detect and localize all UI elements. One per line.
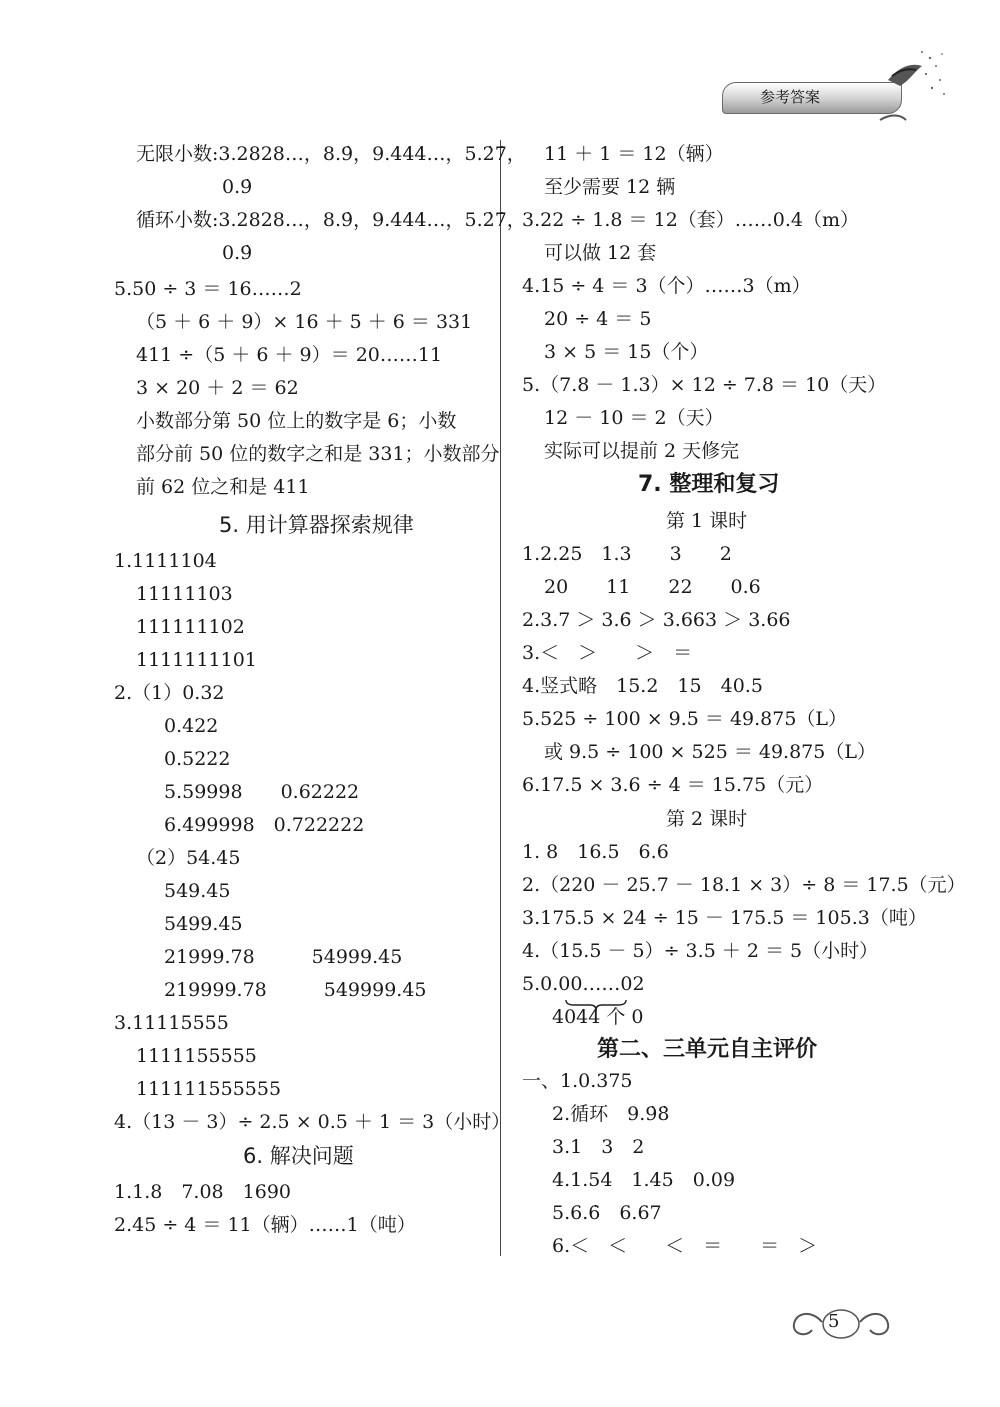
text-line: 549.45 — [164, 880, 231, 902]
text-line: 4044 个 0 — [552, 1006, 644, 1028]
text-line: 0.9̇ — [222, 176, 253, 198]
text-line: 或 9.5 ÷ 100 × 525 ＝ 49.875（L） — [544, 741, 876, 763]
text-line: 11 ＋ 1 ＝ 12（辆） — [544, 143, 724, 165]
text-line: 111111555555 — [136, 1078, 282, 1100]
text-line: 4.（15.5 － 5）÷ 3.5 ＋ 2 ＝ 5（小时） — [522, 940, 879, 962]
text-line: 11111103 — [136, 583, 233, 605]
text-line: 2.3.7 ＞ 3.6̇ ＞ 3.663 ＞ 3.66 — [522, 609, 791, 631]
text-line: 循环小数:3.2828…，8.9̇，9.444…，5.2̇7̇， — [136, 209, 526, 231]
text-line: 2.（1）0.32 — [114, 682, 225, 704]
text-line: 1.1111104 — [114, 550, 217, 572]
text-line: 1. 8 16.5 6.6 — [522, 841, 669, 863]
header-label: 参考答案 — [760, 88, 821, 106]
page-ornament-icon — [786, 1300, 896, 1344]
section-heading: 7. 整理和复习 — [638, 472, 780, 497]
text-line: 1.1.8 7.08 1690 — [114, 1181, 292, 1203]
ribbon-decoration-icon — [870, 40, 950, 130]
text-line: 2.（220 － 25.7 － 18.1 × 3）÷ 8 ＝ 17.5（元） — [522, 874, 966, 896]
text-line: 5.6.6̇ 6.67 — [552, 1202, 662, 1224]
text-line: 2.循环 9.9̇8̇ — [552, 1103, 670, 1125]
text-line: 一、1.0.375 — [522, 1070, 633, 1092]
text-line: 1.2.25 1.3 3 2 — [522, 543, 732, 565]
text-line: 5.50 ÷ 3 ＝ 16……2 — [114, 278, 302, 300]
text-line: （2）54.45 — [136, 847, 241, 869]
column-divider — [500, 140, 501, 1256]
section-heading: 第二、三单元自主评价 — [597, 1037, 818, 1062]
text-line: 411 ÷（5 ＋ 6 ＋ 9）＝ 20……11 — [136, 344, 443, 366]
text-line: 5.0.00……02 — [522, 973, 645, 995]
section-heading: 6. 解决问题 — [243, 1144, 354, 1168]
text-line: 3.＜ ＞ ＞ ＝ — [522, 642, 693, 664]
text-line: 219999.78 549999.45 — [164, 979, 427, 1001]
subsection-heading: 第 2 课时 — [666, 808, 748, 830]
text-line: 3.1 3 2 — [552, 1136, 645, 1158]
text-line: 3.22 ÷ 1.8 ＝ 12（套）……0.4（m） — [522, 209, 860, 231]
text-line: 2.45 ÷ 4 ＝ 11（辆）……1（吨） — [114, 1214, 416, 1236]
page-number: 5 — [828, 1311, 840, 1332]
text-line: 12 － 10 ＝ 2（天） — [544, 407, 724, 429]
text-line: 21999.78 54999.45 — [164, 946, 403, 968]
text-line: 20 ÷ 4 ＝ 5 — [544, 308, 652, 330]
text-line: 4.竖式略 15.2 15 40.5 — [522, 675, 763, 697]
text-line: 4.15 ÷ 4 ＝ 3（个）……3（m） — [522, 275, 811, 297]
text-line: 实际可以提前 2 天修完 — [544, 440, 740, 462]
text-line: 1111155555 — [136, 1045, 257, 1067]
text-line: 0.9̇ — [222, 242, 253, 264]
text-line: 1111111101 — [136, 649, 257, 671]
subsection-heading: 第 1 课时 — [666, 510, 748, 532]
text-line: 3 × 20 ＋ 2 ＝ 62 — [136, 377, 299, 399]
section-heading: 5. 用计算器探索规律 — [219, 513, 414, 537]
text-line: 3 × 5 ＝ 15（个） — [544, 341, 709, 363]
text-line: 6.499998 0.722222 — [164, 814, 365, 836]
text-line: 至少需要 12 辆 — [544, 176, 676, 198]
text-line: 5.525 ÷ 100 × 9.5 ＝ 49.875（L） — [522, 708, 848, 730]
text-line: 5.59998 0.62222 — [164, 781, 360, 803]
text-line: 0.5222 — [164, 748, 231, 770]
text-line: 6.＜ ＜ ＜ ＝ ＝ ＞ — [552, 1235, 818, 1257]
text-line: 20 11 22 0.6 — [544, 576, 761, 598]
text-line: 4.（13 － 3）÷ 2.5 × 0.5 ＋ 1 ＝ 3（小时） — [114, 1111, 511, 1133]
text-line: 3.175.5 × 24 ÷ 15 － 175.5 ＝ 105.3（吨） — [522, 907, 927, 929]
text-line: 3.11115555 — [114, 1012, 229, 1034]
text-line: 5.（7.8 － 1.3）× 12 ÷ 7.8 ＝ 10（天） — [522, 374, 887, 396]
text-line: 4.1.54 1.45 0.09 — [552, 1169, 736, 1191]
text-line: 0.422 — [164, 715, 219, 737]
text-line: 5499.45 — [164, 913, 243, 935]
text-line: 无限小数:3.2828…，8.9̇，9.444…，5.2̇7̇， — [136, 143, 526, 165]
text-line: （5 ＋ 6 ＋ 9）× 16 ＋ 5 ＋ 6 ＝ 331 — [136, 311, 473, 333]
text-line: 111111102 — [136, 616, 245, 638]
text-line: 可以做 12 套 — [544, 242, 657, 264]
text-line: 小数部分第 50 位上的数字是 6；小数 — [136, 410, 457, 432]
text-line: 前 62 位之和是 411 — [136, 476, 310, 498]
text-line: 6.17.5 × 3.6 ÷ 4 ＝ 15.75（元） — [522, 774, 824, 796]
text-line: 部分前 50 位的数字之和是 331；小数部分 — [136, 443, 500, 465]
